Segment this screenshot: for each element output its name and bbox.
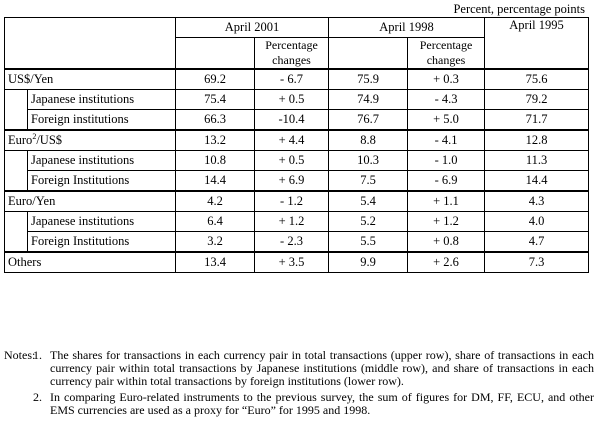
- row-label: Euro$^2$/US$: [5, 130, 176, 151]
- value-2001: 14.4: [176, 171, 255, 192]
- value-2001: 66.3: [176, 110, 255, 131]
- value-1998: 5.5: [329, 232, 408, 253]
- value-2001: 69.2: [176, 69, 255, 90]
- change-1998: + 1.1: [408, 191, 485, 212]
- unit-label: Percent, percentage points: [453, 2, 585, 16]
- table-row: [5, 191, 589, 212]
- row-label: Japanese institutions: [28, 151, 176, 171]
- change-1998: + 0.3: [408, 69, 485, 90]
- value-2001: 13.4: [176, 252, 255, 273]
- notes-section: [4, 349, 594, 420]
- note-2: [4, 391, 594, 417]
- table-row: [5, 151, 589, 171]
- value-1995: 4.3: [485, 191, 589, 212]
- value-1998: 74.9: [329, 90, 408, 110]
- table-row: [5, 130, 589, 151]
- table-row: [5, 232, 589, 253]
- value-1995: 4.0: [485, 212, 589, 232]
- change-2001: + 4.4: [255, 130, 329, 151]
- value-2001: 3.2: [176, 232, 255, 253]
- indent-spacer: [5, 90, 28, 131]
- change-2001: + 6.9: [255, 171, 329, 192]
- row-label: Foreign institutions: [28, 110, 176, 131]
- change-1998: + 5.0: [408, 110, 485, 131]
- table-row: [5, 171, 589, 192]
- note-text: The shares for transactions in each currency pair in total transactions (upper row), share of transactions in each currency pair within total transactions by Japanese institutions (middle row), and share of transactions in each currency pair within total transactions by foreign institutions (lower row).: [50, 348, 594, 388]
- table-row: [5, 69, 589, 90]
- change-2001: -10.4: [255, 110, 329, 131]
- value-1995: 75.6: [485, 69, 589, 90]
- header-corner: [5, 18, 176, 70]
- header-row-1: [5, 18, 589, 38]
- table-row: [5, 252, 589, 273]
- value-1998: 76.7: [329, 110, 408, 131]
- row-label: Japanese institutions: [28, 90, 176, 110]
- value-1998: 7.5: [329, 171, 408, 192]
- currency-share-table: [4, 17, 589, 273]
- table-row: [5, 110, 589, 131]
- value-1995: 12.8: [485, 130, 589, 151]
- row-label: Euro/Yen: [5, 191, 176, 212]
- value-1998: 5.4: [329, 191, 408, 212]
- value-1998: 5.2: [329, 212, 408, 232]
- change-1998: - 6.9: [408, 171, 485, 192]
- header-april-1998: April 1998: [329, 18, 485, 38]
- value-1998: 75.9: [329, 69, 408, 90]
- row-label: Foreign Institutions: [28, 232, 176, 253]
- note-number: 2.: [33, 390, 42, 404]
- row-label: Foreign Institutions: [28, 171, 176, 192]
- value-2001: 6.4: [176, 212, 255, 232]
- note-number: 1.: [33, 348, 42, 362]
- indent-spacer: [5, 212, 28, 253]
- value-2001: 4.2: [176, 191, 255, 212]
- change-2001: + 0.5: [255, 151, 329, 171]
- header-april-1995: April 1995: [485, 18, 589, 70]
- row-label: US$/Yen: [5, 69, 176, 90]
- note-1: [4, 349, 594, 388]
- header-2001-pct-change: Percentage changes: [255, 38, 329, 70]
- change-2001: - 2.3: [255, 232, 329, 253]
- value-1995: 7.3: [485, 252, 589, 273]
- value-1998: 10.3: [329, 151, 408, 171]
- change-1998: - 4.3: [408, 90, 485, 110]
- value-1995: 14.4: [485, 171, 589, 192]
- change-1998: + 1.2: [408, 212, 485, 232]
- change-2001: - 1.2: [255, 191, 329, 212]
- header-april-2001: April 2001: [176, 18, 329, 38]
- row-label: Japanese institutions: [28, 212, 176, 232]
- change-1998: + 0.8: [408, 232, 485, 253]
- value-2001: 13.2: [176, 130, 255, 151]
- header-1998-pct-change: Percentage changes: [408, 38, 485, 70]
- header-1998-blank: [329, 38, 408, 70]
- change-1998: + 2.6: [408, 252, 485, 273]
- change-2001: - 6.7: [255, 69, 329, 90]
- row-label: Others: [5, 252, 176, 273]
- header-2001-blank: [176, 38, 255, 70]
- table-row: [5, 90, 589, 110]
- value-1995: 4.7: [485, 232, 589, 253]
- notes-tag: Notes:: [4, 348, 36, 362]
- value-2001: 10.8: [176, 151, 255, 171]
- value-1998: 8.8: [329, 130, 408, 151]
- table-row: [5, 212, 589, 232]
- change-1998: - 1.0: [408, 151, 485, 171]
- change-2001: + 0.5: [255, 90, 329, 110]
- value-2001: 75.4: [176, 90, 255, 110]
- value-1995: 11.3: [485, 151, 589, 171]
- value-1995: 71.7: [485, 110, 589, 131]
- indent-spacer: [5, 151, 28, 192]
- note-text: In comparing Euro-related instruments to the previous survey, the sum of figures for DM, FF, ECU, and other EMS currencies are used as a proxy for “Euro” for 1995 and 1998.: [50, 390, 594, 417]
- change-1998: - 4.1: [408, 130, 485, 151]
- value-1995: 79.2: [485, 90, 589, 110]
- change-2001: + 3.5: [255, 252, 329, 273]
- change-2001: + 1.2: [255, 212, 329, 232]
- value-1998: 9.9: [329, 252, 408, 273]
